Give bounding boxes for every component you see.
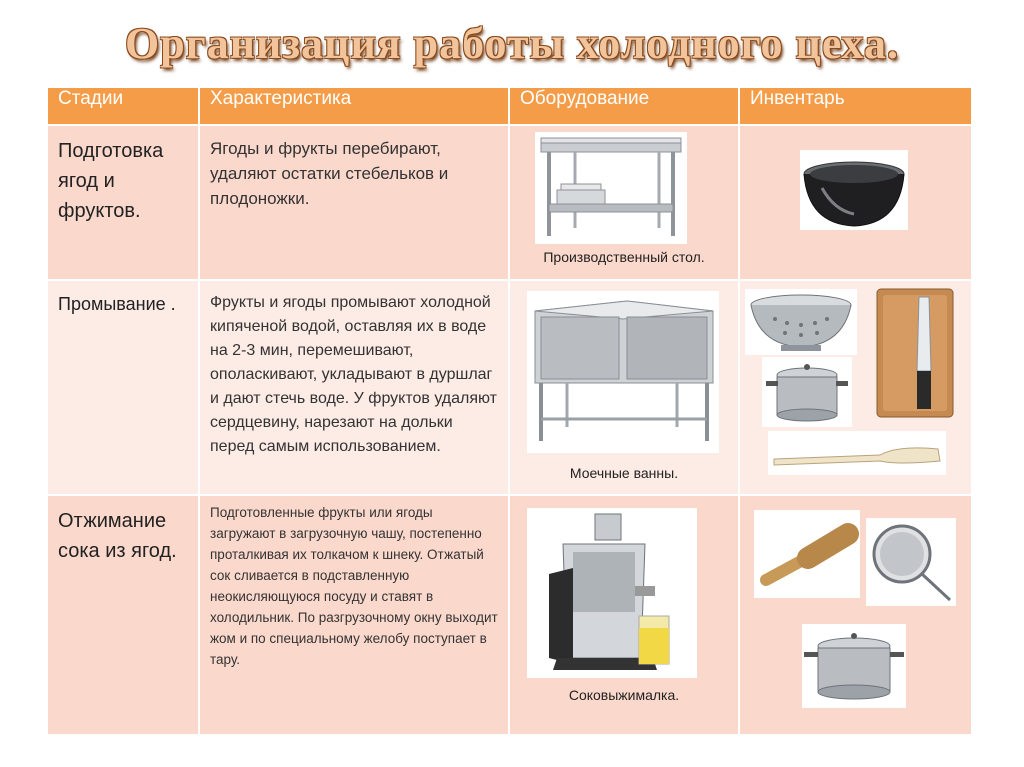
header-characteristic: Характеристика	[199, 87, 509, 125]
colander-icon	[745, 289, 857, 355]
production-table-image	[535, 132, 687, 244]
sieve-icon	[866, 518, 956, 606]
equipment-caption: Соковыжималка.	[568, 687, 680, 703]
equipment-caption: Производственный стол.	[543, 249, 705, 265]
pot-icon	[802, 624, 906, 708]
stage-description: Подготовленные фрукты или ягоды загружают в загрузочную чашу, постепенно проталкивая их толкачом к шнеку. Отжатый сок сливается в подставленную неокисляющуюся посуду и ставят в холодильник. По разгрузочному окну выходит жом и по специальному желобу поступает в тару.	[210, 505, 498, 667]
header-equipment: Оборудование	[509, 87, 739, 125]
stage-description: Ягоды и фрукты перебирают, удаляют остатки стебельков и плодоножки.	[210, 139, 449, 208]
cutting-board-icon	[875, 287, 955, 419]
washing-sinks-image	[527, 291, 719, 453]
table-row	[47, 495, 972, 735]
stage-description: Фрукты и ягоды промывают холодной кипяченой водой, оставляя их в воде на 2-3 мин, перемешивают, ополаскивают, укладывают в дуршлаг и дают стечь воде. У фруктов удаляют сердцевину, нарезают на дольки перед самым использованием.	[210, 294, 498, 455]
bowl-icon	[800, 150, 908, 230]
page-title: Организация работы холодного цеха.	[125, 19, 899, 68]
stage-label: Отжимание сока из ягод.	[58, 510, 177, 562]
table-row	[47, 125, 972, 280]
pot-icon	[762, 357, 852, 427]
header-inventory: Инвентарь	[739, 87, 972, 125]
juicer-image	[527, 508, 697, 678]
stage-label: Подготовка ягод и фруктов.	[58, 140, 164, 222]
table-row	[47, 280, 972, 495]
pestle-icon	[754, 510, 860, 598]
stage-label: Промывание .	[58, 294, 176, 314]
table-header-row	[47, 87, 972, 125]
equipment-caption: Моечные ванны.	[569, 465, 679, 481]
stages-table	[46, 86, 973, 736]
header-stages: Стадии	[47, 87, 199, 125]
spatula-icon	[768, 431, 946, 475]
